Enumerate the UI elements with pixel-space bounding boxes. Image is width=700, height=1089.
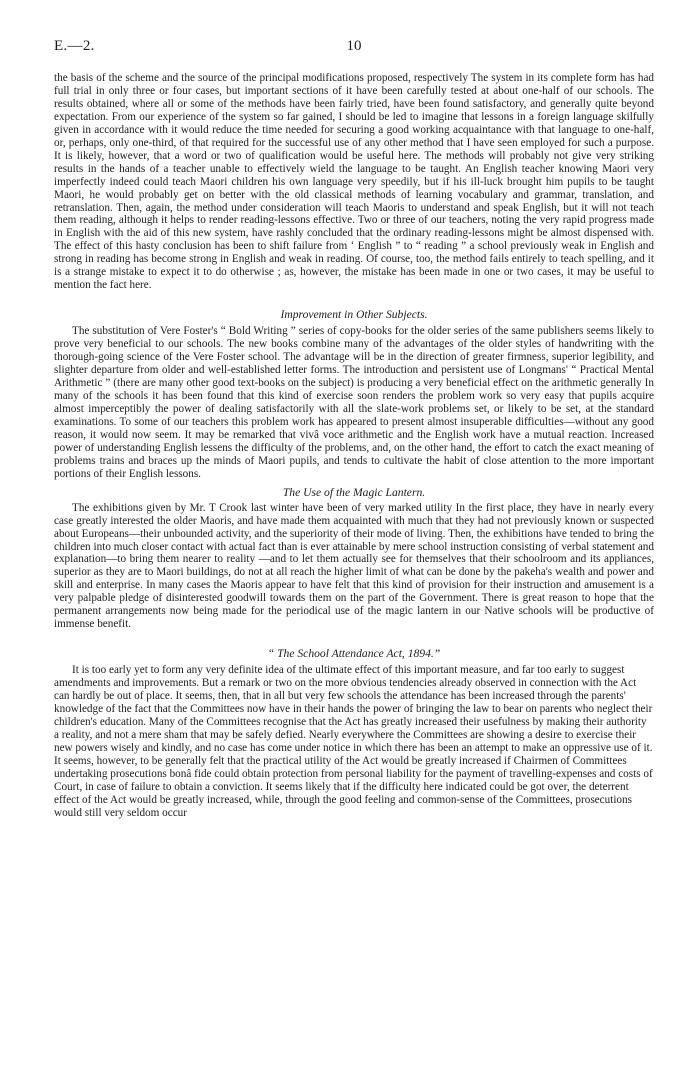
- paragraph-attendance-act: It is too early yet to form any very definite idea of the ultimate effect of this important measure, and far too early to suggest amendments and improvements. But a remark or two on the more obvious tendencies already observed in connection with the Act can hardly be out of place. It seems, then, that in all but very few schools the attendance has been increased through the parents' knowledge of the fact that the Committees now have in their hands the power of bringing the law to bear on parents who neglect their children's education. Many of the Committees recognise that the Act has greatly increased their usefulness by making their authority a reality, and not a mere sham that may be safely defied. Nearly everywhere the Committees are showing a desire to exercise their new powers wisely and kindly, and no case has come under notice in which there has been an attempt to make an oppressive use of it. It seems, however, to be generally felt that the practical utility of the Act would be greatly increased if Chairmen of Committees undertaking prosecutions bonâ fide could obtain protection from personal liability for the payment of travelling-expenses and costs of Court, in case of failure to obtain a conviction. It seems likely that if the difficulty here indicated could be got over, the deterrent effect of the Act would be greatly increased, while, through the good feeling and common-sense of the Committees, prosecutions would still very seldom occur: [54, 664, 653, 819]
- page-header: [54, 38, 654, 64]
- document-body: [54, 72, 654, 820]
- page-number: 10: [346, 38, 362, 54]
- section-heading-improvement: Improvement in Other Subjects.: [280, 308, 428, 322]
- section-heading-attendance-act: “ The School Attendance Act, 1894.”: [267, 647, 441, 661]
- document-reference: E.—2.: [54, 38, 95, 54]
- paragraph-intro: the basis of the scheme and the source of the principal modifications proposed, respectively The system in its complete form has had full trial in only three or four cases, but important sections of it have been carefully tested at about one-half of our schools. The results obtained, where all or some of the methods have been fairly tried, have been found satisfactory, and generally quite beyond expectation. From our experience of the system so far gained, I should be led to imagine that lessons in a foreign language skilfully given in accordance with it would reduce the time needed for securing a good working acquaintance with that language to one-half, or, perhaps, only one-third, of that required for the successful use of any other method that I have seen employed for such a purpose. It is likely, however, that a word or two of qualification would be useful here. The methods will probably not give very striking results in the hands of a teacher unable to effectively wield the language to be taught. An English teacher knowing Maori very imperfectly indeed could teach Maori children his own language very speedily, but if his ill-luck brought him pupils to be taught Maori, he would probably get on better with the old classical methods of learning vocabulary and grammar, translation, and retranslation. Then, again, the method under consideration will teach Maoris to understand and speak English, but it will not teach them reading, although it helps to render reading-lessons effective. Two or three of our teachers, noting the very rapid progress made in English with the aid of this new system, have rashly concluded that the ordinary reading-lessons might be almost dispensed with. The effect of this hasty conclusion has been to shift failure from ‘ English ” to “ reading ” a school previously weak in English and strong in reading has become strong in English and weak in reading. Of course, too, the method fails entirely to teach spelling, and it is a strange mistake to expect it to do otherwise ; as, however, the mistake has been made in one or two cases, it may be useful to mention the fact here.: [54, 72, 654, 292]
- paragraph-improvement: The substitution of Vere Foster's “ Bold Writing ” series of copy-books for the older series of the same publishers seems likely to prove very beneficial to our schools. The new books combine many of the advantages of the older styles of handwriting with the thorough-going science of the Vere Foster school. The advantage will be in the direction of greater firmness, superior legibility, and slighter departure from older and well-established letter forms. The introduction and persistent use of Longmans' “ Practical Mental Arithmetic ” (there are many other good text-books on the subject) is producing a very beneficial effect on the arithmetic generally In many of the schools it has been found that this kind of exercise soon renders the problem work so very easy that pupils acquire almost imperceptibly the power of dealing satisfactorily with all the slate-work problems set, or likely to be set, at the standard examinations. To some of our teachers this problem work has appeared to present almost insuperable difficulties—without any good reason, it would now seem. It may be remarked that vivâ voce arithmetic and the English work have a mutual reaction. Increased power of understanding English lessens the difficulty of the problems, and, on the other hand, the effort to catch the exact meaning of problems trains and braces up the minds of Maori pupils, and tends to cultivate the habit of close attention to the more important portions of their English lessons.: [54, 325, 654, 480]
- section-heading-magic-lantern: The Use of the Magic Lantern.: [282, 485, 426, 499]
- paragraph-magic-lantern: The exhibitions given by Mr. T Crook last winter have been of very marked utility In the first place, they have in nearly every case greatly interested the older Maoris, and have made them acquainted with much that they had not previously known or suspected about Europeans—their unbounded activity, and the superiority of their mode of living. Then, the exhibitions have tended to bring the children into much closer contact with actual fact than is ever attainable by mere school instruction consisting of verbal statement and explanation—to bring them nearer to reality —and to let them actually see for themselves that their schoolroom and its appliances, superior as they are to Maori buildings, do not at all reach the higher limit of what can be done by the pakeha's wealth and power and skill and enterprise. In many cases the Maoris appear to have felt that this kind of provision for their instruction and amusement is a very palpable pledge of disinterested goodwill towards them on the part of the Government. There is great reason to hope that the permanent arrangements now being made for the periodical use of the magic lantern in our Native schools will be productive of immense benefit.: [54, 501, 654, 631]
